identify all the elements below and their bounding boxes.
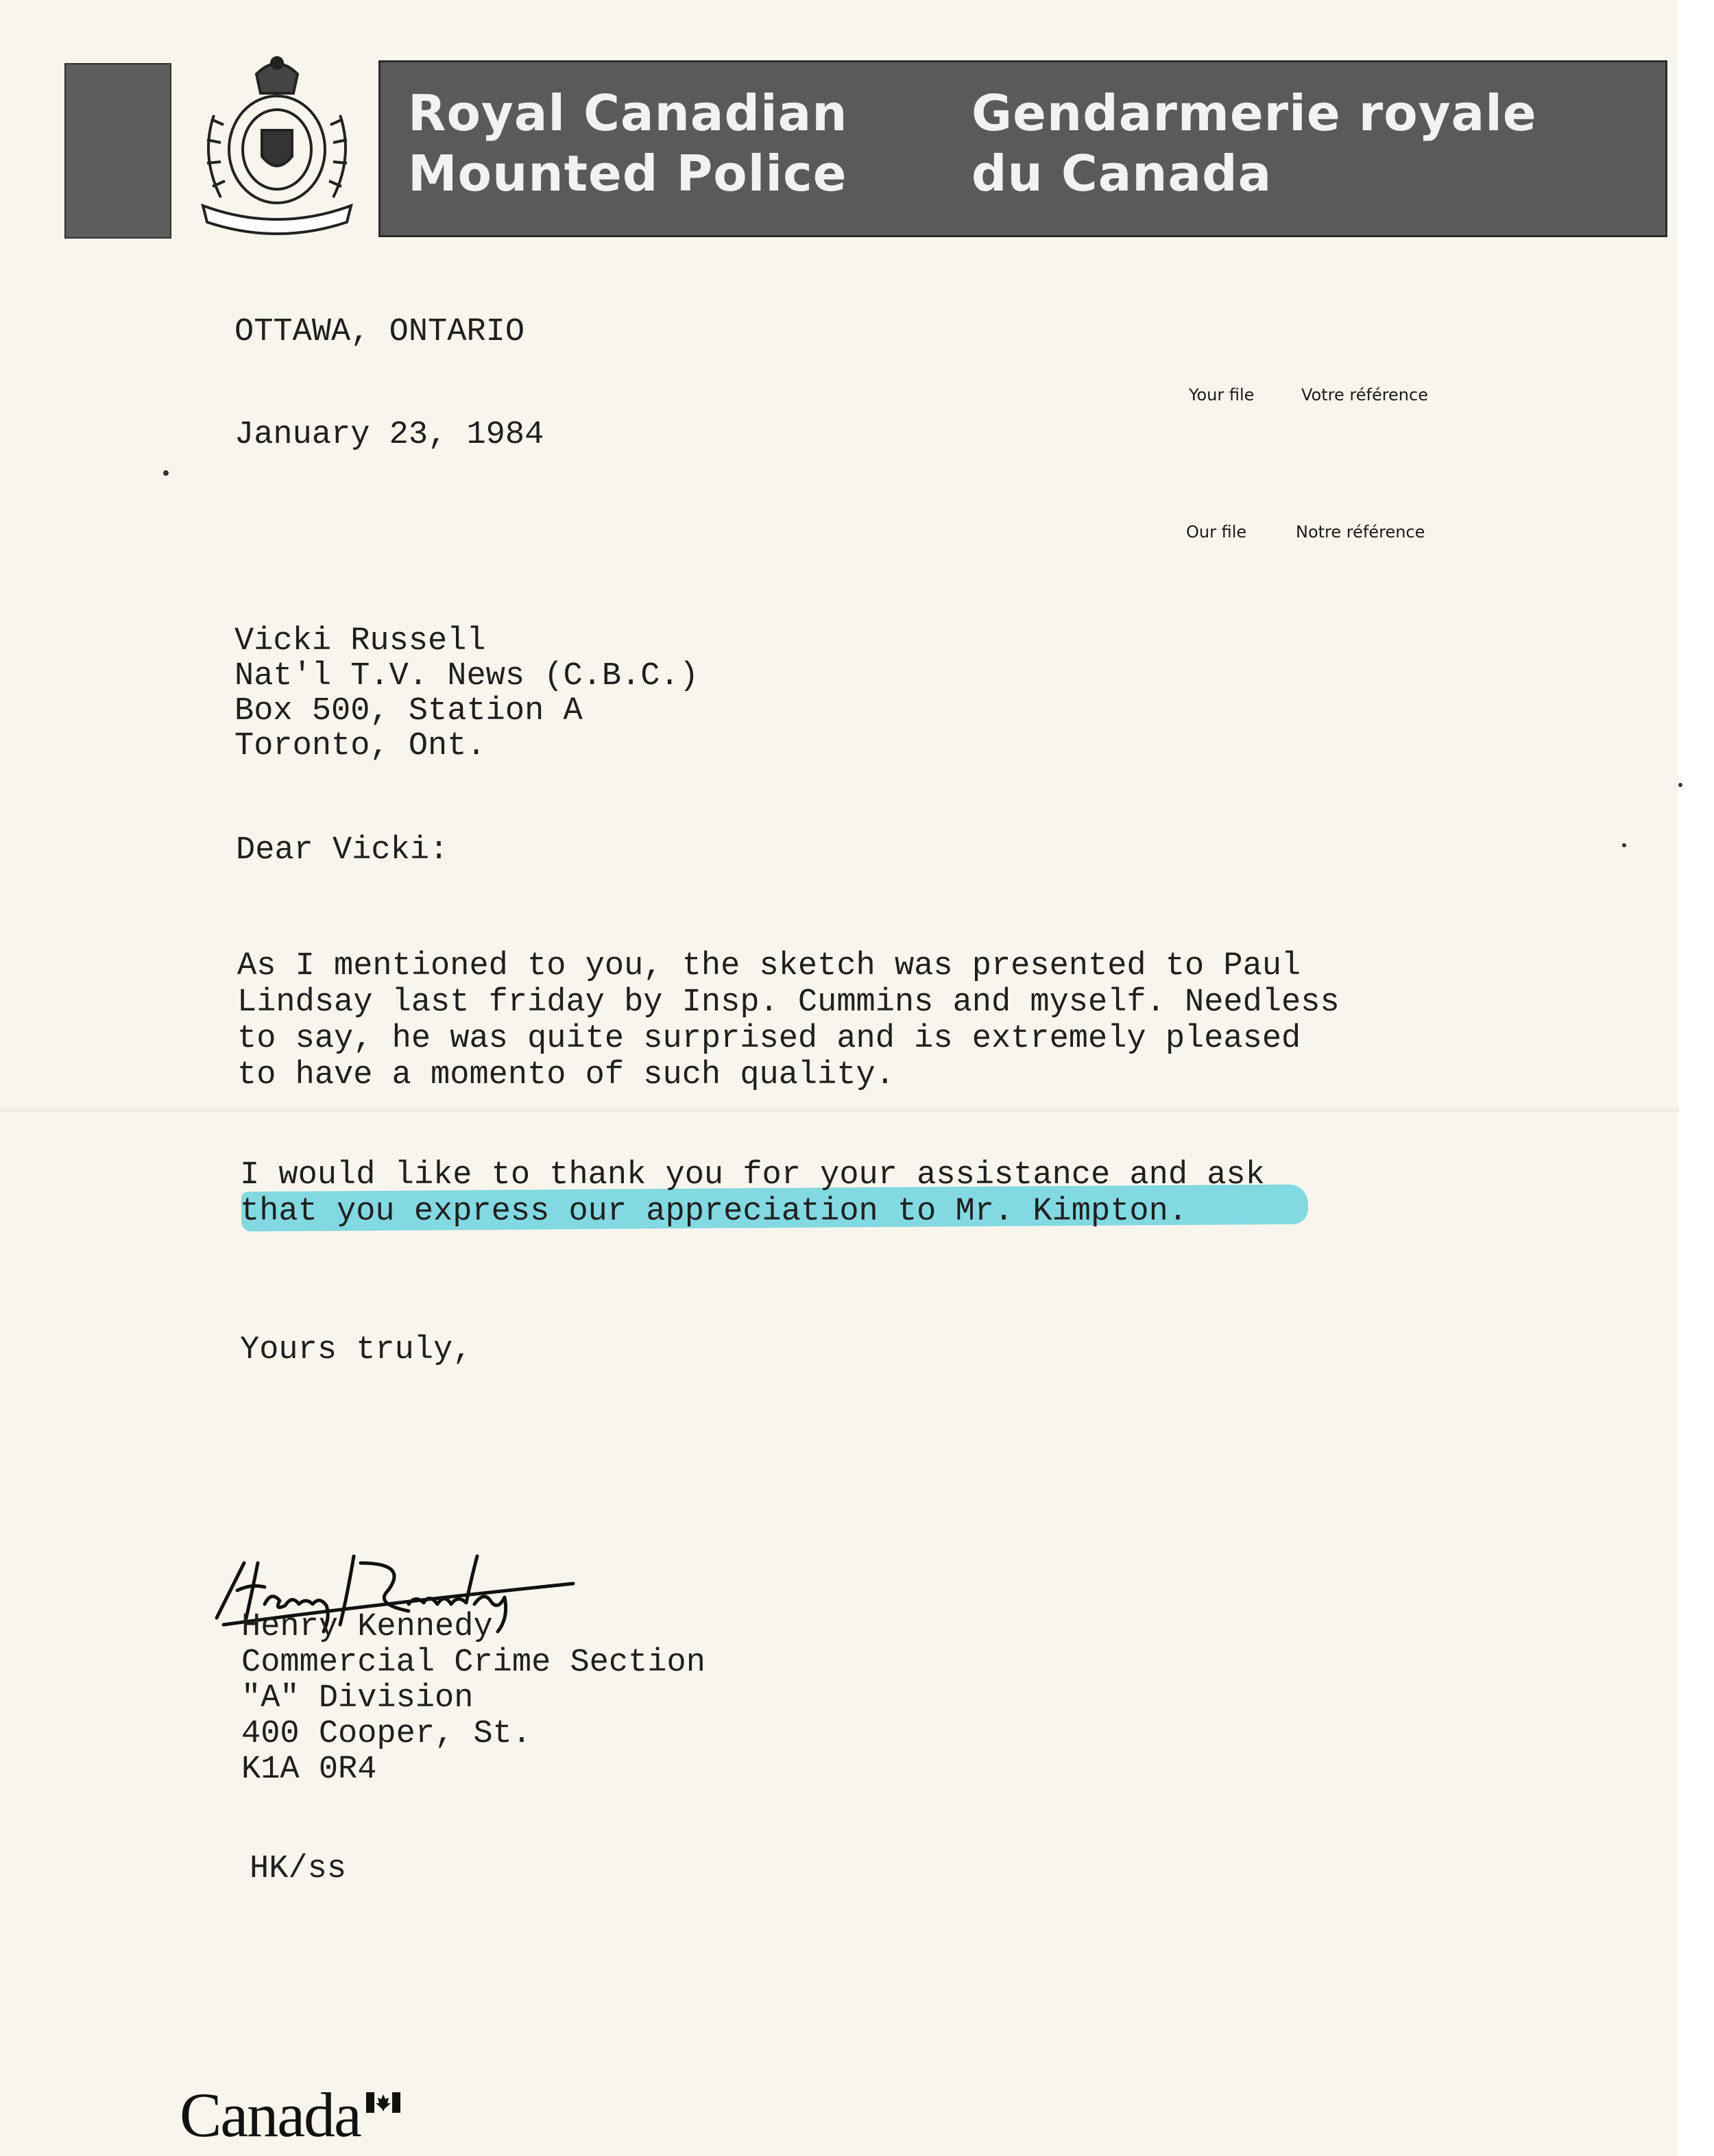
paragraph-line: that you express our appreciation to Mr. Kimpton. <box>240 1194 1188 1230</box>
signatory-name: Henry Kennedy <box>241 1609 493 1645</box>
french-name-line1: Gendarmerie royale <box>971 84 1537 142</box>
signature-block <box>241 1610 705 1788</box>
paragraph-line: I would like to thank you for your assistance and ask <box>240 1157 1265 1194</box>
paper-speck <box>1622 843 1626 847</box>
paper-speck <box>1678 783 1682 787</box>
your-file-label: Your file <box>1189 385 1255 404</box>
page-edge <box>1678 0 1714 2156</box>
letterhead-banner <box>378 60 1667 237</box>
recipient-address <box>234 624 699 764</box>
canada-flag-icon <box>366 2092 400 2113</box>
notre-reference-label: Notre référence <box>1296 522 1425 542</box>
votre-reference-label: Votre référence <box>1301 385 1428 404</box>
signatory-address: 400 Cooper, St. <box>241 1716 532 1752</box>
typist-initials: HK/ss <box>250 1851 347 1887</box>
recipient-city: Toronto, Ont. <box>234 728 486 764</box>
french-agency-name <box>971 83 1537 204</box>
signatory-division: "A" Division <box>241 1680 474 1717</box>
english-name-line1: Royal Canadian <box>408 84 848 142</box>
closing: Yours truly, <box>240 1332 472 1368</box>
salutation: Dear Vicki: <box>236 832 449 869</box>
recipient-name: Vicki Russell <box>234 623 486 659</box>
letter-date: January 23, 1984 <box>234 417 544 453</box>
recipient-street: Box 500, Station A <box>234 693 583 729</box>
paragraph-line: to say, he was quite surprised and is extremely pleased <box>237 1021 1301 1057</box>
paper-fold <box>0 1109 1678 1113</box>
letterhead-left-block <box>64 63 171 239</box>
paragraph-line: Lindsay last friday by Insp. Cummins and myself. Needless <box>237 984 1340 1021</box>
body-paragraph-1 <box>237 948 1340 1093</box>
french-name-line2: du Canada <box>971 145 1272 202</box>
letter-place: OTTAWA, ONTARIO <box>234 314 525 350</box>
paragraph-line: As I mentioned to you, the sketch was presented to Paul <box>237 948 1301 984</box>
recipient-org: Nat'l T.V. News (C.B.C.) <box>234 658 699 694</box>
signatory-section: Commercial Crime Section <box>241 1645 705 1681</box>
our-file-label: Our file <box>1186 522 1247 542</box>
english-name-line2: Mounted Police <box>408 145 847 202</box>
canada-wordmark: Canada <box>180 2080 361 2150</box>
english-agency-name <box>408 83 848 204</box>
paper-speck <box>163 470 169 476</box>
rcmp-crest-icon <box>193 53 361 237</box>
signatory-postal-code: K1A 0R4 <box>241 1752 377 1788</box>
paragraph-line: to have a momento of such quality. <box>237 1057 895 1093</box>
body-paragraph-2 <box>240 1157 1265 1230</box>
